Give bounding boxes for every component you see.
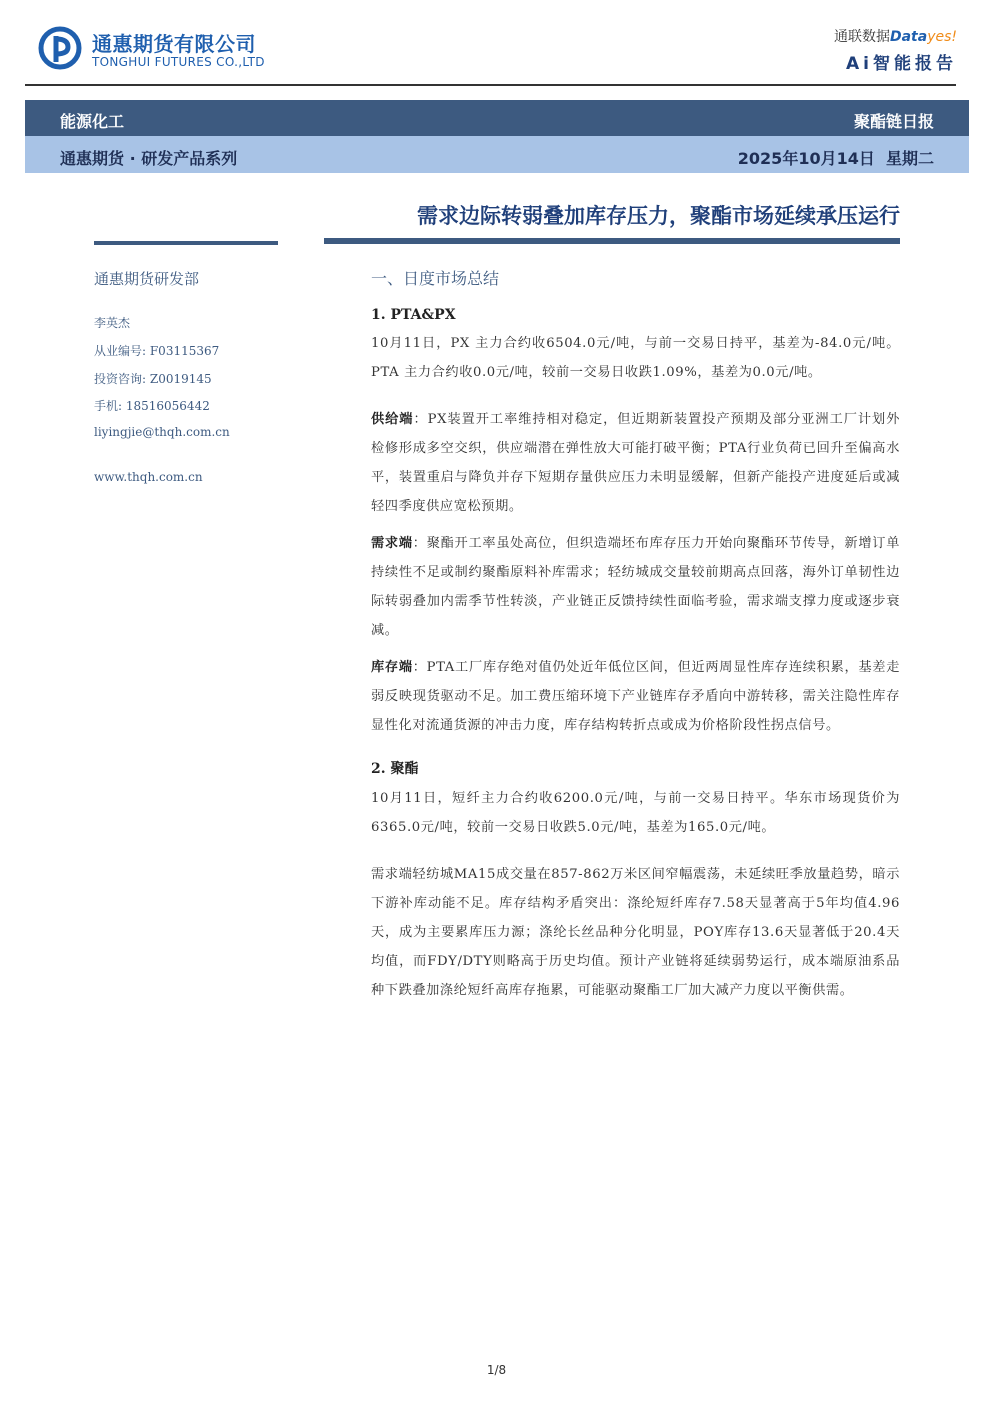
main-content [371,266,900,1005]
company-logo-icon [38,26,82,70]
research-dept: 通惠期货研发部 [94,270,200,288]
paragraph-polyester-prices: 10月11日，短纤主力合约收6200.0元/吨，与前一交易日持平。华东市场现货价为6365.0元/吨，较前一交易日收跌5.0元/吨，基差为165.0元/吨。 [371,791,900,835]
datayes-logo [834,26,957,46]
paragraph-supply [371,405,900,521]
datayes-prefix: 通联数据 [833,29,890,45]
company-name-en: TONGHUI FUTURES CO.,LTD [92,55,265,69]
report-title: 需求边际转弱叠加库存压力，聚酯市场延续承压运行 [417,204,900,228]
demand-lead: 需求端 [371,536,413,551]
inventory-lead: 库存端 [371,660,413,675]
paragraph-inventory [371,653,900,740]
sidebar-divider [94,241,278,245]
series-label: 通惠期货 · 研发产品系列 [60,149,238,168]
paragraph-polyester-outlook: 需求端轻纺城MA15成交量在857-862万米区间窄幅震荡，未延续旺季放量趋势，暗示下游补库动能不足。库存结构矛盾突出：涤纶短纤库存7.58天显著高于5年均值4.96天，成为主要累库压力源；涤纶长丝品种分化明显，POY库存13.6天显著低于20.4天均值，而FDY/DTY则略高于历史均值。预计产业链将延续弱势运行，成本端原油系品种下跌叠加涤纶短纤高库存拖累，可能驱动聚酯工厂加大减产力度以平衡供需。 [371,867,900,998]
subheading-polyester: 2. 聚酯 [371,761,419,777]
report-type-label: 聚酯链日报 [853,112,934,131]
page-number: 1/8 [486,1363,507,1377]
email-link[interactable]: liyingjie@thqh.com.cn [94,425,230,439]
ai-report-label: Ai智能报告 [846,54,957,74]
analyst-name: 李英杰 [94,316,131,330]
report-date: 2025年10月14日 星期二 [737,149,934,168]
consult-number: 投资咨询: Z0019145 [94,372,212,386]
supply-lead: 供给端 [371,412,414,427]
paragraph-demand [371,529,900,645]
sector-bar [25,100,969,136]
website-link[interactable]: www.thqh.com.cn [94,470,203,484]
company-name-cn: 通惠期货有限公司 [92,32,256,56]
supply-text: ：PX装置开工率维持相对稳定，但近期新装置投产预期及部分亚洲工厂计划外检修形成多空交织，供应端潜在弹性放大可能打破平衡；PTA行业负荷已回升至偏高水平，装置重启与降负并存下短期存量供应压力未明显缓解，但新产能投产进度延后或减轻四季度供应宽松预期。 [371,412,900,514]
inventory-text: ：PTA工厂库存绝对值仍处近年低位区间，但近两周显性库存连续积累，基差走弱反映现货驱动不足。加工费压缩环境下产业链库存矛盾向中游转移，需关注隐性库存显性化对流通货源的冲击力度，库存结构转折点或成为价格阶段性拐点信号。 [371,660,900,733]
series-bar [25,136,969,173]
paragraph-pta-px-prices: 10月11日，PX 主力合约收6504.0元/吨，与前一交易日持平，基差为-84.0元/吨。PTA 主力合约收0.0元/吨，较前一交易日收跌1.09%，基差为0.0元/吨。 [371,336,900,380]
datayes-brand: Data [889,29,928,45]
phone-number: 手机: 18516056442 [94,399,210,413]
datayes-suffix: yes! [927,29,957,45]
subheading-pta-px: 1. PTA&PX [371,307,456,323]
sector-label: 能源化工 [60,112,125,131]
demand-text: ：聚酯开工率虽处高位，但织造端坯布库存压力开始向聚酯环节传导，新增订单持续性不足或制约聚酯原料补库需求；轻纺城成交量较前期高点回落，海外订单韧性边际转弱叠加内需季节性转淡，产业链正反馈持续性面临考验，需求端支撑力度或逐步衰减。 [371,536,900,638]
license-number: 从业编号: F03115367 [94,344,220,358]
header-divider [25,84,956,86]
section-heading-summary: 一、日度市场总结 [371,269,500,288]
title-divider [324,238,900,244]
